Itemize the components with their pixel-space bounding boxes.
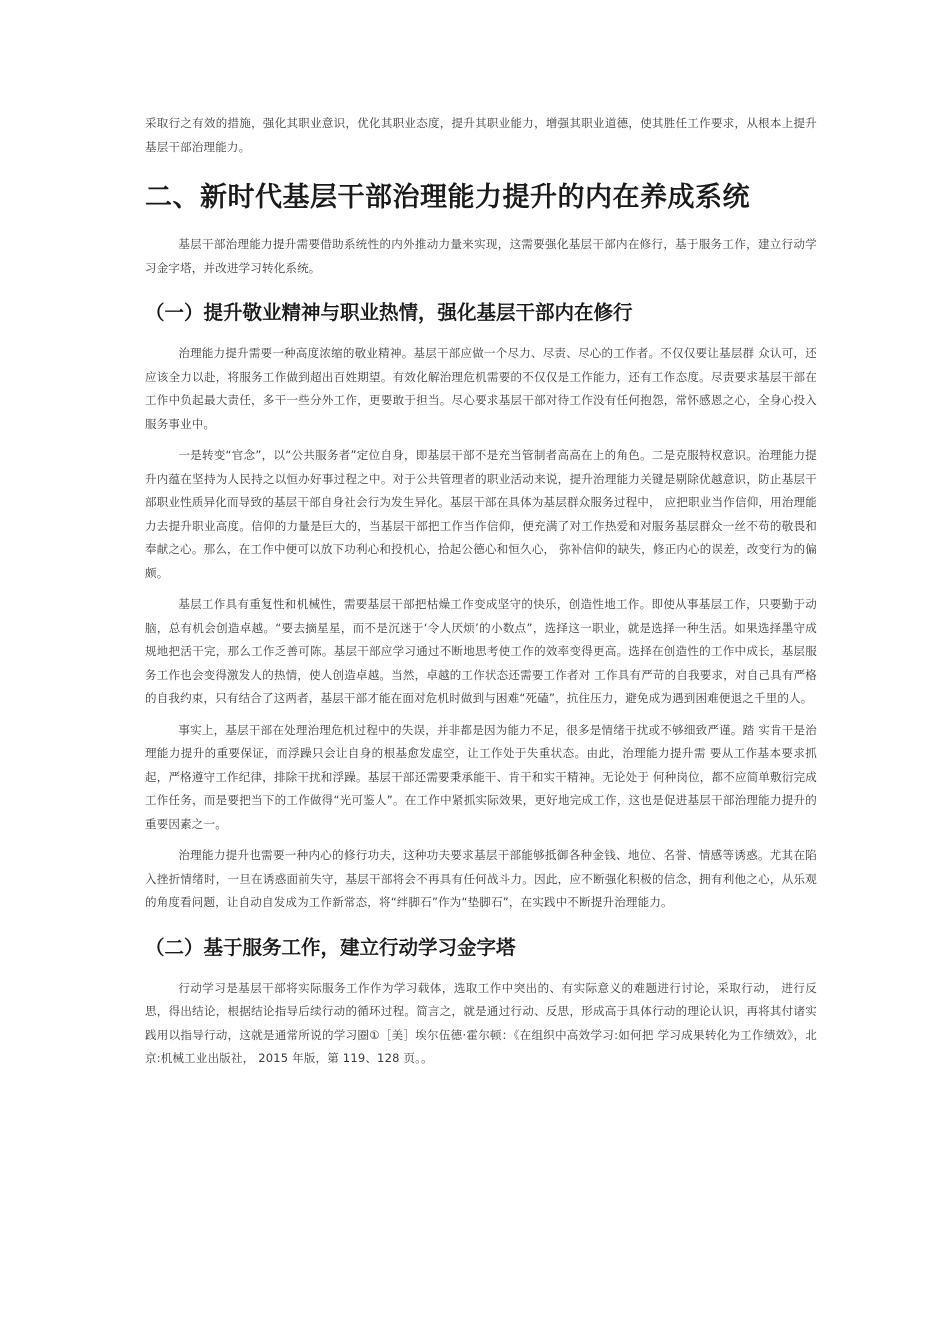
subsection-1-paragraph-5: 治理能力提升也需要一种内心的修行功夫，这种功夫要求基层干部能够抵御各种金钱、地位、名誉、情感等诱惑。尤其在陷入挫折情绪时，一旦在诱惑面前失守，基层干部将会不再具有任何战斗力。因此，应不断强化积极的信念，拥有利他之心，从乐观的角度看问题，让自动自发成为工作新常态，将“绊脚石”作为“垫脚石”，在实践中不断提升治理能力。: [145, 848, 817, 909]
section-intro-paragraph: 基层干部治理能力提升需要借助系统性的内外推动力量来实现，这需要强化基层干部内在修行，基于服务工作，建立行动学习金字塔，并改进学习转化系统。: [145, 237, 817, 275]
subsection-2-paragraph-1: 行动学习是基层干部将实际服务工作作为学习载体，选取工作中突出的、有实际意义的难题进行讨论，采取行动， 进行反思，得出结论，根据结论指导后续行动的循环过程。简言之，就是通过行动、反思，形成高于具体行动的理论认识，再将其付诸实践用以指导行动，这就是通常所说的学习圈①［美］埃尔伍德·霍尔顿：《在组织中高效学习:如何把 学习成果转化为工作绩效》，北京:机械工业出版社， 2015 年版，第 119、128 页。。: [145, 980, 817, 1065]
intro-paragraph: 采取行之有效的措施，强化其职业意识，优化其职业态度，提升其职业能力，增强其职业道德，使其胜任工作要求，从根本上提升基层干部治理能力。: [145, 116, 817, 154]
subsection-1-paragraph-4: 事实上，基层干部在处理治理危机过程中的失误，并非都是因为能力不足，很多是情绪干扰或不够细致严谨。踏 实肯干是治理能力提升的重要保证，而浮躁只会让自身的根基愈发虚空，让工作处于失重状态。由此，治理能力提升需 要从工作基本要求抓起，严格遵守工作纪律，排除干扰和浮躁。基层干部还需要秉承能干、肯干和实干精神。无论处于 何种岗位，都不应简单敷衍完成工作任务，而是要把当下的工作做得“光可鉴人”。在工作中紧抓实际效果，更好地完成工作，这也是促进基层干部治理能力提升的重要因素之一。: [145, 722, 817, 831]
subsection-1-paragraph-1: 治理能力提升需要一种高度浓缩的敬业精神。基层干部应做一个尽力、尽责、尽心的工作者。不仅仅要让基层群 众认可，还应该全力以赴，将服务工作做到超出百姓期望。有效化解治理危机需要的不仅仅是工作能力，还有工作态度。尽责要求基层干部在工作中负起最大责任，多干一些分外工作，更要敢于担当。尽心要求基层干部对待工作没有任何抱怨，常怀感恩之心，全身心投入服务事业中。: [145, 346, 817, 431]
document-page: [145, 112, 817, 1071]
section-heading: 二、新时代基层干部治理能力提升的内在养成系统: [145, 182, 750, 213]
subsection-1-paragraph-2: 一是转变“官念”，以“公共服务者”定位自身，即基层干部不是充当管制者高高在上的角色。二是克服特权意识。治理能力提升内蕴在坚持为人民持之以恒办好事过程之中。对于公共管理者的职业活动来说，提升治理能力关键是剔除优越意识，防止基层干部职业性质异化而导致的基层干部自身社会行为发生异化。基层干部在具体为基层群众服务过程中， 应把职业当作信仰，用治理能力去提升职业高度。信仰的力量是巨大的，当基层干部把工作当作信仰，便充满了对工作热爱和对服务基层群众一丝不苟的敬畏和奉献之心。那么，在工作中便可以放下功利心和投机心，拾起公德心和恒久心， 弥补信仰的缺失，修正内心的误差，改变行为的偏颇。: [145, 448, 817, 580]
subsection-1-heading: （一）提升敬业精神与职业热情，强化基层干部内在修行: [145, 301, 633, 324]
subsection-1-paragraph-3: 基层工作具有重复性和机械性，需要基层干部把枯燥工作变成坚守的快乐，创造性地工作。即使从事基层工作，只要勤于动脑，总有机会创造卓越。“要去摘星星，而不是沉迷于‘令人厌烦’的小数点”，选择这一职业，就是选择一种生活。如果选择墨守成规地把活干完，那么工作乏善可陈。基层干部应学习通过不断地思考使工作的效率变得更高。选择在创造性的工作中成长，基层服务工作也会变得激发人的热情，使人创造卓越。当然，卓越的工作状态还需要工作者对 工作具有严苛的自我要求，对自己具有严格的自我约束，只有结合了这两者，基层干部才能在面对危机时做到与困难“死磕”，抗住压力，避免成为遇到困难便退之千里的人。: [145, 597, 817, 705]
subsection-2-heading: （二）基于服务工作，建立行动学习金字塔: [145, 935, 516, 959]
